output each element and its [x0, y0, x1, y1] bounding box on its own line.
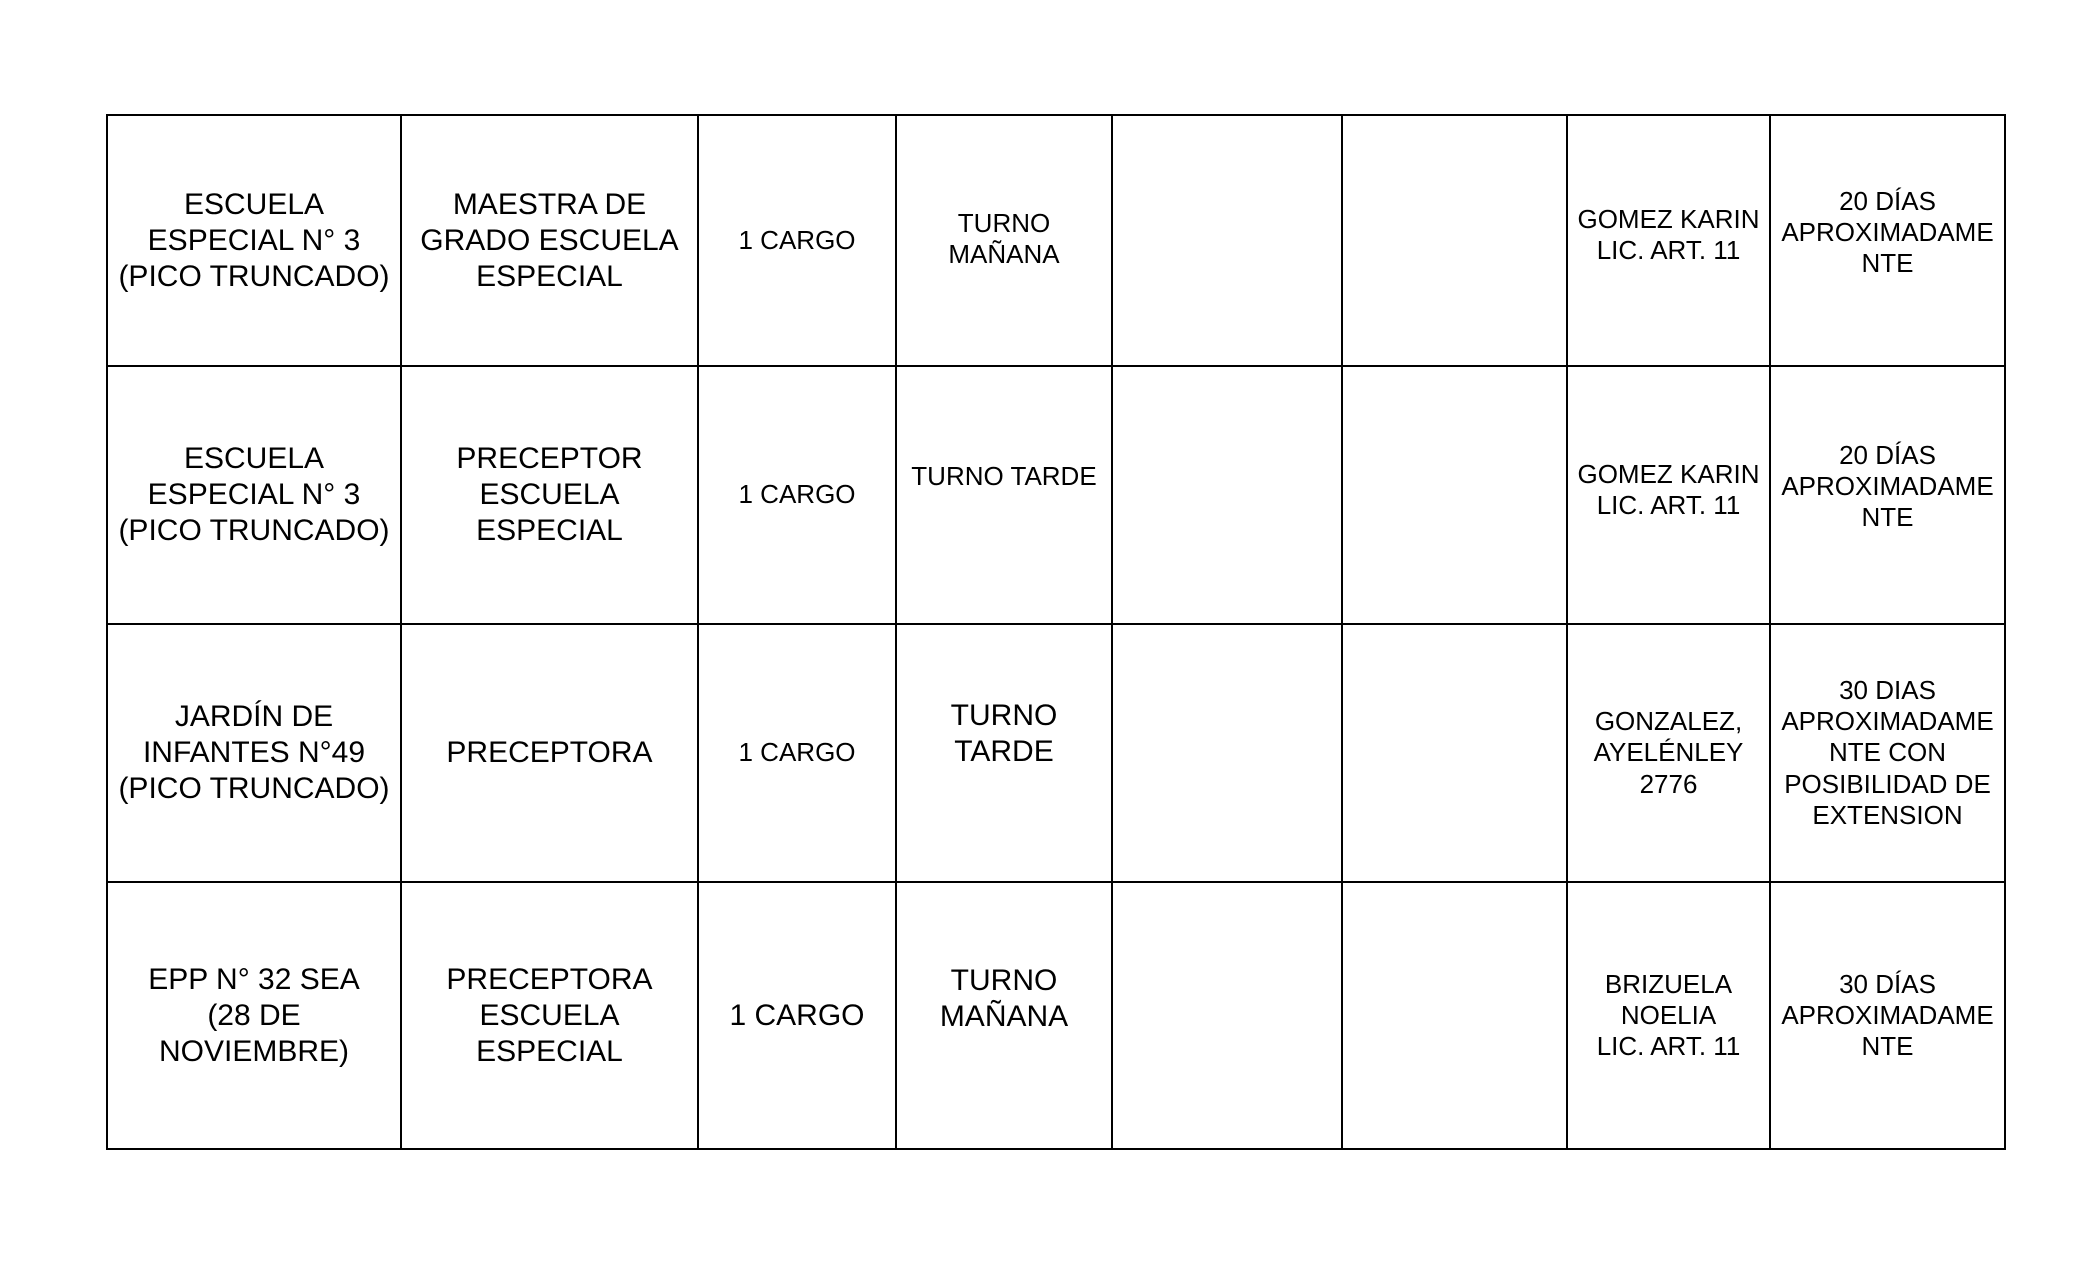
position-cell: MAESTRA DE GRADO ESCUELA ESPECIAL: [401, 115, 698, 366]
position-cell: PRECEPTORA ESCUELA ESPECIAL: [401, 882, 698, 1149]
empty-cell: [1342, 624, 1567, 882]
table-row: [107, 115, 2005, 366]
empty-cell: [1112, 882, 1342, 1149]
empty-cell: [1112, 115, 1342, 366]
teacher-cell: GONZALEZ, AYELÉNLEY 2776: [1567, 624, 1770, 882]
table-row: [107, 366, 2005, 624]
duration-cell: 30 DÍAS APROXIMADAME NTE: [1770, 882, 2005, 1149]
teacher-cell: BRIZUELA NOELIA LIC. ART. 11: [1567, 882, 1770, 1149]
quantity-cell: 1 CARGO: [698, 624, 896, 882]
quantity-cell: 1 CARGO: [698, 366, 896, 624]
table-row: [107, 882, 2005, 1149]
duration-cell: 30 DIAS APROXIMADAME NTE CON POSIBILIDAD DE EXTENSION: [1770, 624, 2005, 882]
table-row: [107, 624, 2005, 882]
position-cell: PRECEPTORA: [401, 624, 698, 882]
empty-cell: [1342, 882, 1567, 1149]
position-cell: PRECEPTOR ESCUELA ESPECIAL: [401, 366, 698, 624]
school-cell: JARDÍN DE INFANTES N°49 (PICO TRUNCADO): [107, 624, 401, 882]
teacher-cell: GOMEZ KARIN LIC. ART. 11: [1567, 115, 1770, 366]
vacancy-table: [106, 114, 2006, 1150]
quantity-cell: 1 CARGO: [698, 882, 896, 1149]
shift-cell: TURNO MAÑANA: [896, 115, 1112, 366]
empty-cell: [1342, 366, 1567, 624]
duration-cell: 20 DÍAS APROXIMADAME NTE: [1770, 115, 2005, 366]
empty-cell: [1342, 115, 1567, 366]
empty-cell: [1112, 366, 1342, 624]
school-cell: EPP N° 32 SEA (28 DE NOVIEMBRE): [107, 882, 401, 1149]
school-cell: ESCUELA ESPECIAL N° 3 (PICO TRUNCADO): [107, 366, 401, 624]
shift-cell: TURNO TARDE: [896, 624, 1112, 882]
school-cell: ESCUELA ESPECIAL N° 3 (PICO TRUNCADO): [107, 115, 401, 366]
shift-cell: TURNO MAÑANA: [896, 882, 1112, 1149]
quantity-cell: 1 CARGO: [698, 115, 896, 366]
duration-cell: 20 DÍAS APROXIMADAME NTE: [1770, 366, 2005, 624]
empty-cell: [1112, 624, 1342, 882]
teacher-cell: GOMEZ KARIN LIC. ART. 11: [1567, 366, 1770, 624]
shift-cell: TURNO TARDE: [896, 366, 1112, 624]
